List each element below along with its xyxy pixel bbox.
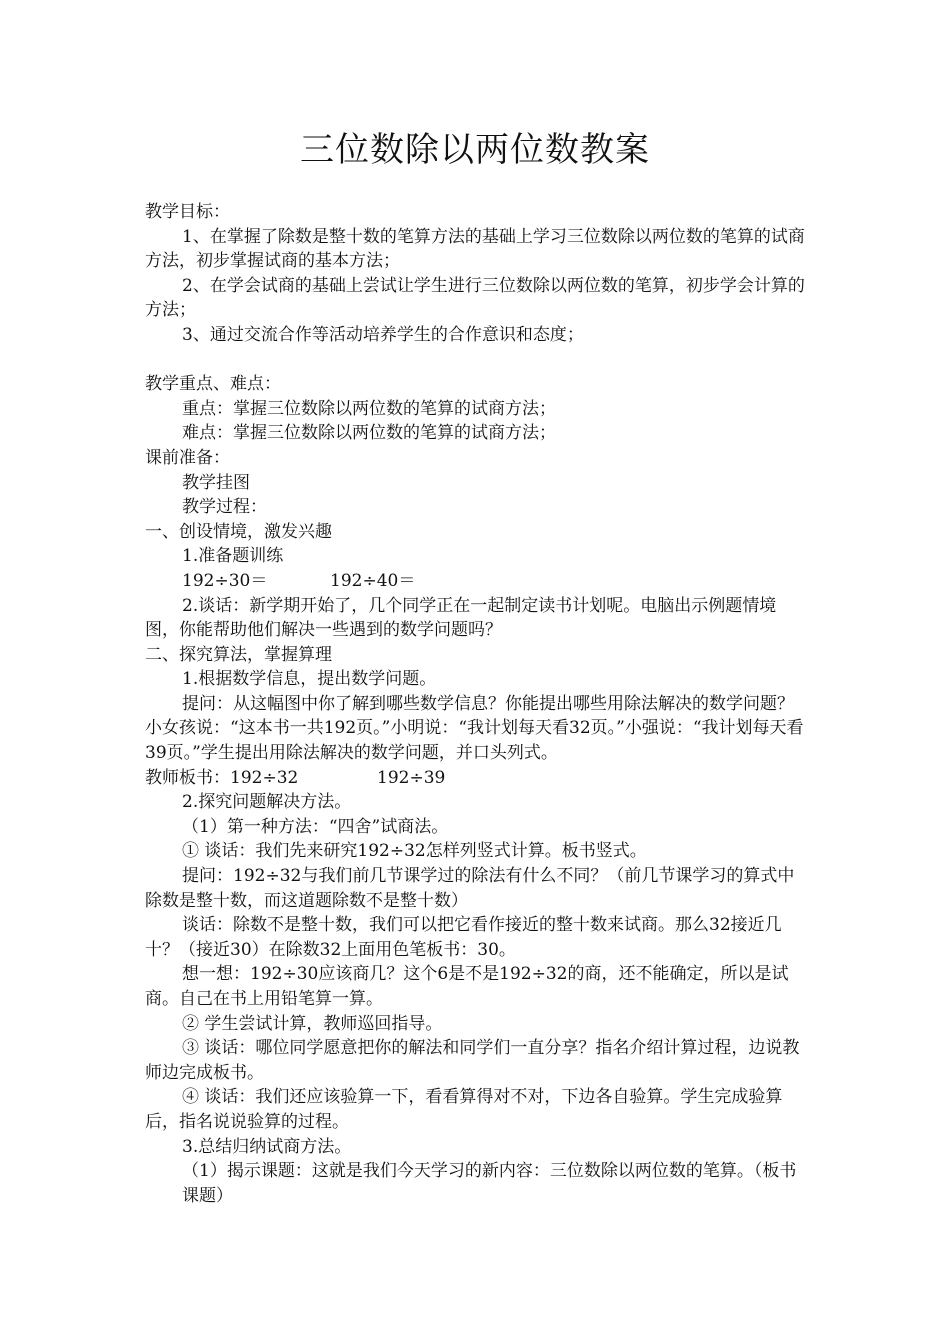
goal-item-1: 1、在掌握了除数是整十数的笔算方法的基础上学习三位数除以两位数的笔算的试商方法，初步掌握试商的基本方法； (145, 226, 805, 272)
question-paragraph-2: 提问：192÷32与我们前几节课学过的除法有什么不同？（前几节课学习的算式中除数是整十数，而这道题除数不是整十数） (145, 866, 795, 911)
section-1-step-1: 1.准备题训练 (182, 546, 284, 567)
talk-paragraph: 谈话：除数不是整十数，我们可以把它看作接近的整十数来试商。那么32接近几十？（接近30）在除数32上面用色笔板书：30。 (145, 915, 782, 960)
warmup-eq-2: 192÷40＝ (330, 570, 416, 591)
question-paragraph: 提问：从这幅图中你了解到哪些数学信息？你能提出哪些用除法解决的数学问题？小女孩说：“这本书一共192页。”小明说：“我计划每天看32页。”小强说：“我计划每天看39页。”学生提出用除法解决的数学问题，并口头列式。 (145, 693, 804, 764)
reveal-topic: （1）揭示课题：这就是我们今天学习的新内容：三位数除以两位数的笔算。（板书课题） (182, 1161, 797, 1206)
circled-step-2: ② 学生尝试计算，教师巡回指导。 (182, 1013, 443, 1034)
section-2-step-3: 3.总结归纳试商方法。 (182, 1136, 352, 1157)
section-2-step-2: 2.探究问题解决方法。 (182, 792, 352, 813)
section-1-heading: 一、创设情境，激发兴趣 (145, 521, 332, 542)
key-points-heading: 教学重点、难点： (145, 374, 281, 395)
board-label: 教师板书：192÷32 (145, 767, 299, 788)
circled-step-4: ④ 谈话：我们还应该验算一下，看看算得对不对，下边各自验算。学生完成验算后，指名说说验算的过程。 (145, 1087, 783, 1132)
board-equation: 192÷39 (377, 767, 446, 788)
difficult-point: 难点：掌握三位数除以两位数的笔算的试商方法； (182, 423, 556, 444)
section-2-heading: 二、探究算法，掌握算理 (145, 644, 332, 665)
document-body (145, 200, 807, 1208)
board-writing (145, 766, 807, 791)
think-paragraph: 想一想：192÷30应该商几？这个6是不是192÷32的商，还不能确定，所以是试商。自己在书上用铅笔算一算。 (145, 964, 789, 1009)
section-2-step-1: 1.根据数学信息，提出数学问题。 (182, 669, 437, 690)
method-1: （1）第一种方法：“四舍”试商法。 (182, 816, 449, 837)
warmup-equations (145, 569, 807, 594)
circled-step-3: ③ 谈话：哪位同学愿意把你的解法和同学们一直分享？指名介绍计算过程，边说教师边完成板书。 (145, 1038, 800, 1083)
prep-heading: 课前准备： (145, 447, 230, 468)
page-title: 三位数除以两位数教案 (300, 130, 650, 170)
warmup-eq-1: 192÷30＝ (182, 570, 268, 591)
section-1-step-2: 2.谈话：新学期开始了，几个同学正在一起制定读书计划呢。电脑出示例题情境图，你能帮助他们解决一些遇到的数学问题吗？ (145, 595, 777, 641)
prep-item: 教学挂图 (182, 472, 250, 493)
goal-item-2: 2、在学会试商的基础上尝试让学生进行三位数除以两位数的笔算，初步学会计算的方法； (145, 275, 805, 321)
circled-step-1: ① 谈话：我们先来研究192÷32怎样列竖式计算。板书竖式。 (182, 841, 647, 862)
key-point: 重点：掌握三位数除以两位数的笔算的试商方法； (182, 398, 556, 419)
process-heading: 教学过程： (182, 497, 267, 518)
spacer (145, 348, 807, 373)
goals-heading: 教学目标： (145, 202, 230, 222)
goal-item-3: 3、通过交流合作等活动培养学生的合作意识和态度； (182, 324, 584, 345)
